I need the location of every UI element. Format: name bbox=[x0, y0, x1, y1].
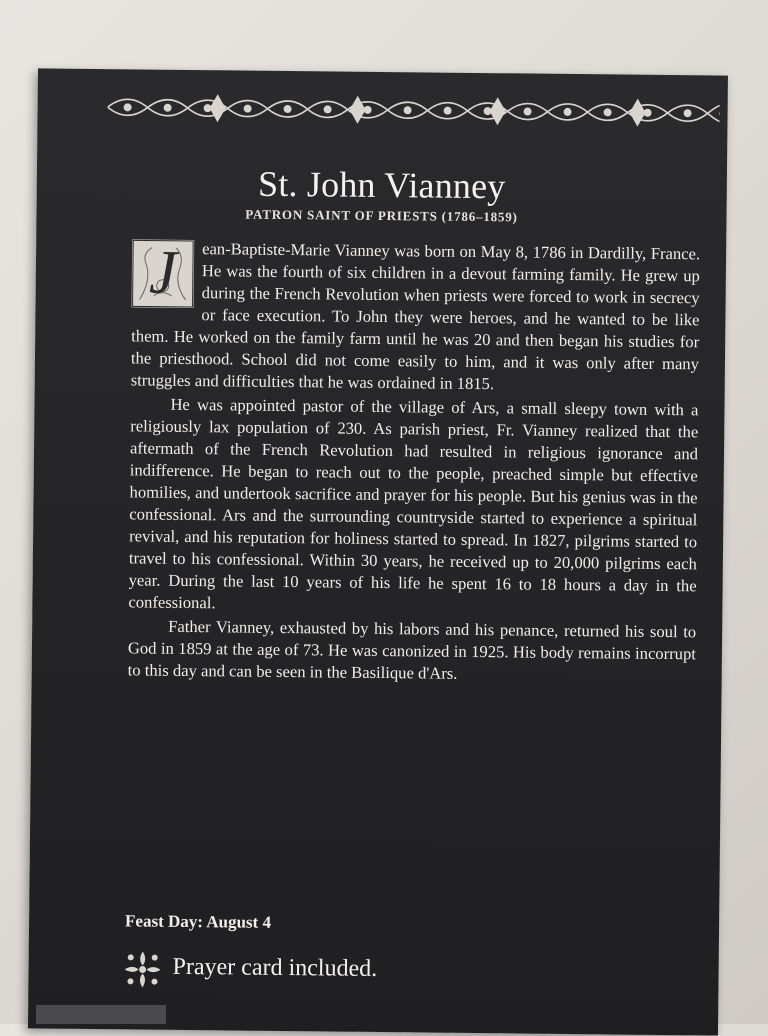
drop-cap bbox=[132, 239, 195, 308]
feast-day: Feast Day: August 4 bbox=[125, 911, 271, 933]
fleur-ornament-icon bbox=[122, 949, 162, 989]
drop-cap-letter: J bbox=[132, 241, 195, 304]
floral-border-icon bbox=[107, 87, 719, 133]
biography-text bbox=[128, 237, 701, 687]
biography-paragraph-2: He was appointed pastor of the village of Ars, a small sleepy town with a religiously lax population of 230. As parish priest, Fr. Vianney realized that the aftermath of the French Revolution had resulted in religious ignorance and indifference. He began to reach out to the people, preached simple but effective homilies, and undertook sacrifice and prayer for his people. But his genius was in the confessional. Ars and the surrounding countryside started to experience a spiritual revival, and his reputation for holiness started to spread. In 1827, pilgrims started to travel to his confessional. Within 30 years, he received up to 20,000 pilgrims each year. During the last 10 years of his life he spent 16 to 18 hours a day in the confessional. bbox=[128, 393, 698, 619]
biography-paragraph-1: ean-Baptiste-Marie Vianney was born on May 8, 1786 in Dardilly, France. He was the fourth of six children in a devout farming family. He grew up during the French Revolution when priests were forced to work in secrecy or face execution. To John they were heroes, and he wanted to be like them. He worked on the family farm until he was 20 and then began his studies for the priesthood. School did not come easily to him, and it was only after many struggles and difficulties that he was ordained in 1815. bbox=[131, 237, 701, 397]
saint-card bbox=[28, 68, 728, 1035]
biography-paragraph-3: Father Vianney, exhausted by his labors and his penance, returned his soul to God in 1859 at the age of 73. He was canonized in 1925. His body remains incorrupt to this day and can be seen in the Basilique d'Ars. bbox=[128, 615, 697, 687]
prayer-card-text: Prayer card included. bbox=[172, 954, 377, 983]
card-subtitle: PATRON SAINT OF PRIESTS (1786–1859) bbox=[36, 204, 726, 227]
card-bottom-edge bbox=[36, 1005, 166, 1024]
card-title: St. John Vianney bbox=[37, 160, 727, 209]
